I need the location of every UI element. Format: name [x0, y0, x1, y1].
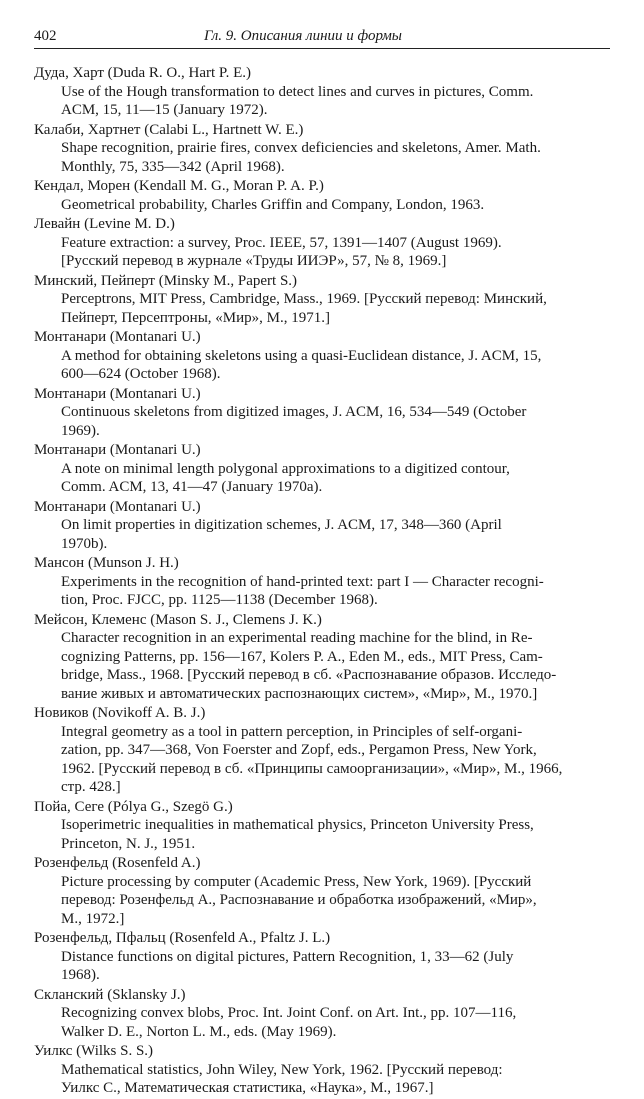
- reference-body: [34, 873, 612, 929]
- reference-line: Continuous skeletons from digitized images, J. ACM, 16, 534—549 (October: [61, 404, 527, 420]
- reference-body: [34, 573, 612, 610]
- reference-line: [Русский перевод в журнале «Труды ИИЭР», 57, № 8, 1969.]: [61, 253, 447, 269]
- reference-line: Integral geometry as a tool in pattern perception, in Principles of self-organi-: [61, 723, 523, 740]
- reference-line: 600—624 (October 1968).: [61, 366, 221, 382]
- reference-body: [34, 460, 612, 497]
- reference-body: [34, 347, 612, 384]
- reference-item: [34, 121, 612, 177]
- reference-line: A note on minimal length polygonal approximations to a digitized contour,: [61, 460, 510, 477]
- reference-line: Experiments in the recognition of hand-printed text: part I — Character recogni-: [61, 573, 544, 590]
- running-title: Гл. 9. Описания линии и формы: [204, 28, 402, 44]
- reference-author: Монтанари (Montanari U.): [34, 442, 201, 458]
- page-number: 402: [34, 28, 57, 44]
- reference-line: Walker D. E., Norton L. M., eds. (May 1969).: [61, 1023, 337, 1040]
- reference-item: [34, 798, 612, 854]
- reference-body: [34, 948, 612, 985]
- reference-item: [34, 611, 612, 704]
- reference-line: перевод: Розенфельд А., Распознавание и обработка изображений, «Мир»,: [61, 892, 537, 908]
- reference-line: Use of the Hough transformation to detect lines and curves in pictures, Comm.: [61, 83, 534, 100]
- reference-author: Уилкс (Wilks S. S.): [34, 1043, 154, 1059]
- reference-line: Comm. ACM, 13, 41—47 (January 1970a).: [61, 479, 323, 495]
- reference-line: Уилкс С., Математическая статистика, «Наука», М., 1967.]: [61, 1080, 434, 1096]
- reference-body: [34, 196, 612, 215]
- reference-body: [34, 290, 612, 327]
- reference-item: [34, 704, 612, 797]
- reference-item: [34, 177, 612, 214]
- reference-line: bridge, Mass., 1968. [Русский перевод в сб. «Распознавание образов. Исследо-: [61, 667, 557, 683]
- reference-line: Princeton, N. J., 1951.: [61, 835, 196, 852]
- reference-line: вание живых и автоматических распознающих систем», «Мир», М., 1970.]: [61, 685, 538, 702]
- reference-line: Пейперт, Персептроны, «Мир», М., 1971.]: [61, 309, 330, 326]
- reference-body: [34, 139, 612, 176]
- reference-body: [34, 1004, 612, 1041]
- reference-author: Кендал, Морен (Kendall M. G., Moran P. A. P.): [34, 178, 324, 194]
- reference-author: Мейсон, Клеменс (Mason S. J., Clemens J. K.): [34, 611, 322, 628]
- reference-item: [34, 986, 612, 1042]
- reference-line: cognizing Patterns, pp. 156—167, Kolers P. A., Eden M., eds., MIT Press, Cam-: [61, 648, 543, 665]
- reference-author: Розенфельд, Пфальц (Rosenfeld A., Pfaltz J. L.): [34, 930, 331, 946]
- reference-item: [34, 64, 612, 120]
- reference-line: Perceptrons, MIT Press, Cambridge, Mass., 1969. [Русский перевод: Минский,: [61, 291, 547, 307]
- reference-line: 1969).: [61, 422, 100, 439]
- reference-list: [34, 64, 612, 1099]
- reference-author: Минский, Пейперт (Minsky M., Papert S.): [34, 272, 298, 289]
- reference-line: Isoperimetric inequalities in mathematical physics, Princeton University Press,: [61, 817, 534, 833]
- reference-line: Picture processing by computer (Academic Press, New York, 1969). [Русский: [61, 873, 532, 890]
- reference-line: Character recognition in an experimental reading machine for the blind, in Re-: [61, 630, 533, 646]
- reference-author: Монтанари (Montanari U.): [34, 385, 201, 402]
- reference-line: Mathematical statistics, John Wiley, New York, 1962. [Русский перевод:: [61, 1061, 503, 1078]
- reference-line: М., 1972.]: [61, 910, 125, 927]
- reference-author: Дуда, Харт (Duda R. O., Hart P. E.): [34, 65, 251, 81]
- reference-line: Geometrical probability, Charles Griffin and Company, London, 1963.: [61, 196, 485, 213]
- reference-body: [34, 816, 612, 853]
- reference-line: 1962. [Русский перевод в сб. «Принципы самоорганизации», «Мир», М., 1966,: [61, 760, 563, 777]
- reference-item: [34, 854, 612, 928]
- reference-author: Монтанари (Montanari U.): [34, 498, 201, 515]
- reference-author: Калаби, Хартнет (Calabi L., Hartnett W. E.): [34, 121, 304, 138]
- reference-line: 1970b).: [61, 535, 108, 552]
- reference-author: Новиков (Novikoff A. B. J.): [34, 705, 206, 721]
- reference-line: A method for obtaining skeletons using a quasi-Euclidean distance, J. ACM, 15,: [61, 347, 542, 364]
- reference-body: [34, 234, 612, 271]
- reference-line: Feature extraction: a survey, Proc. IEEE, 57, 1391—1407 (August 1969).: [61, 234, 502, 251]
- reference-line: tion, Proc. FJCC, pp. 1125—1138 (December 1968).: [61, 592, 378, 608]
- reference-item: [34, 554, 612, 610]
- reference-item: [34, 1042, 612, 1098]
- reference-line: Recognizing convex blobs, Proc. Int. Joint Conf. on Art. Int., pp. 107—116,: [61, 1005, 517, 1021]
- reference-line: Distance functions on digital pictures, Pattern Recognition, 1, 33—62 (July: [61, 948, 514, 965]
- reference-body: [34, 723, 612, 797]
- reference-line: On limit properties in digitization schemes, J. ACM, 17, 348—360 (April: [61, 517, 502, 533]
- reference-author: Розенфельд (Rosenfeld A.): [34, 855, 201, 871]
- reference-item: [34, 328, 612, 384]
- reference-body: [34, 403, 612, 440]
- reference-item: [34, 498, 612, 554]
- reference-body: [34, 516, 612, 553]
- reference-author: Скланский (Sklansky J.): [34, 986, 186, 1003]
- reference-line: zation, pp. 347—368, Von Foerster and Zopf, eds., Pergamon Press, New York,: [61, 742, 537, 758]
- reference-item: [34, 929, 612, 985]
- reference-author: Монтанари (Montanari U.): [34, 329, 201, 345]
- reference-line: Monthly, 75, 335—342 (April 1968).: [61, 158, 285, 175]
- reference-item: [34, 215, 612, 271]
- reference-line: 1968).: [61, 967, 100, 983]
- reference-line: стр. 428.]: [61, 779, 121, 795]
- page-header: [34, 26, 610, 49]
- reference-author: Мансон (Munson J. H.): [34, 555, 179, 571]
- reference-body: [34, 1061, 612, 1098]
- reference-item: [34, 441, 612, 497]
- reference-line: ACM, 15, 11—15 (January 1972).: [61, 102, 268, 118]
- reference-body: [34, 629, 612, 703]
- reference-line: Shape recognition, prairie fires, convex deficiencies and skeletons, Amer. Math.: [61, 140, 541, 156]
- reference-author: Пойа, Сеге (Pólya G., Szegö G.): [34, 798, 233, 815]
- reference-item: [34, 385, 612, 441]
- reference-author: Левайн (Levine M. D.): [34, 216, 175, 232]
- reference-body: [34, 83, 612, 120]
- reference-item: [34, 272, 612, 328]
